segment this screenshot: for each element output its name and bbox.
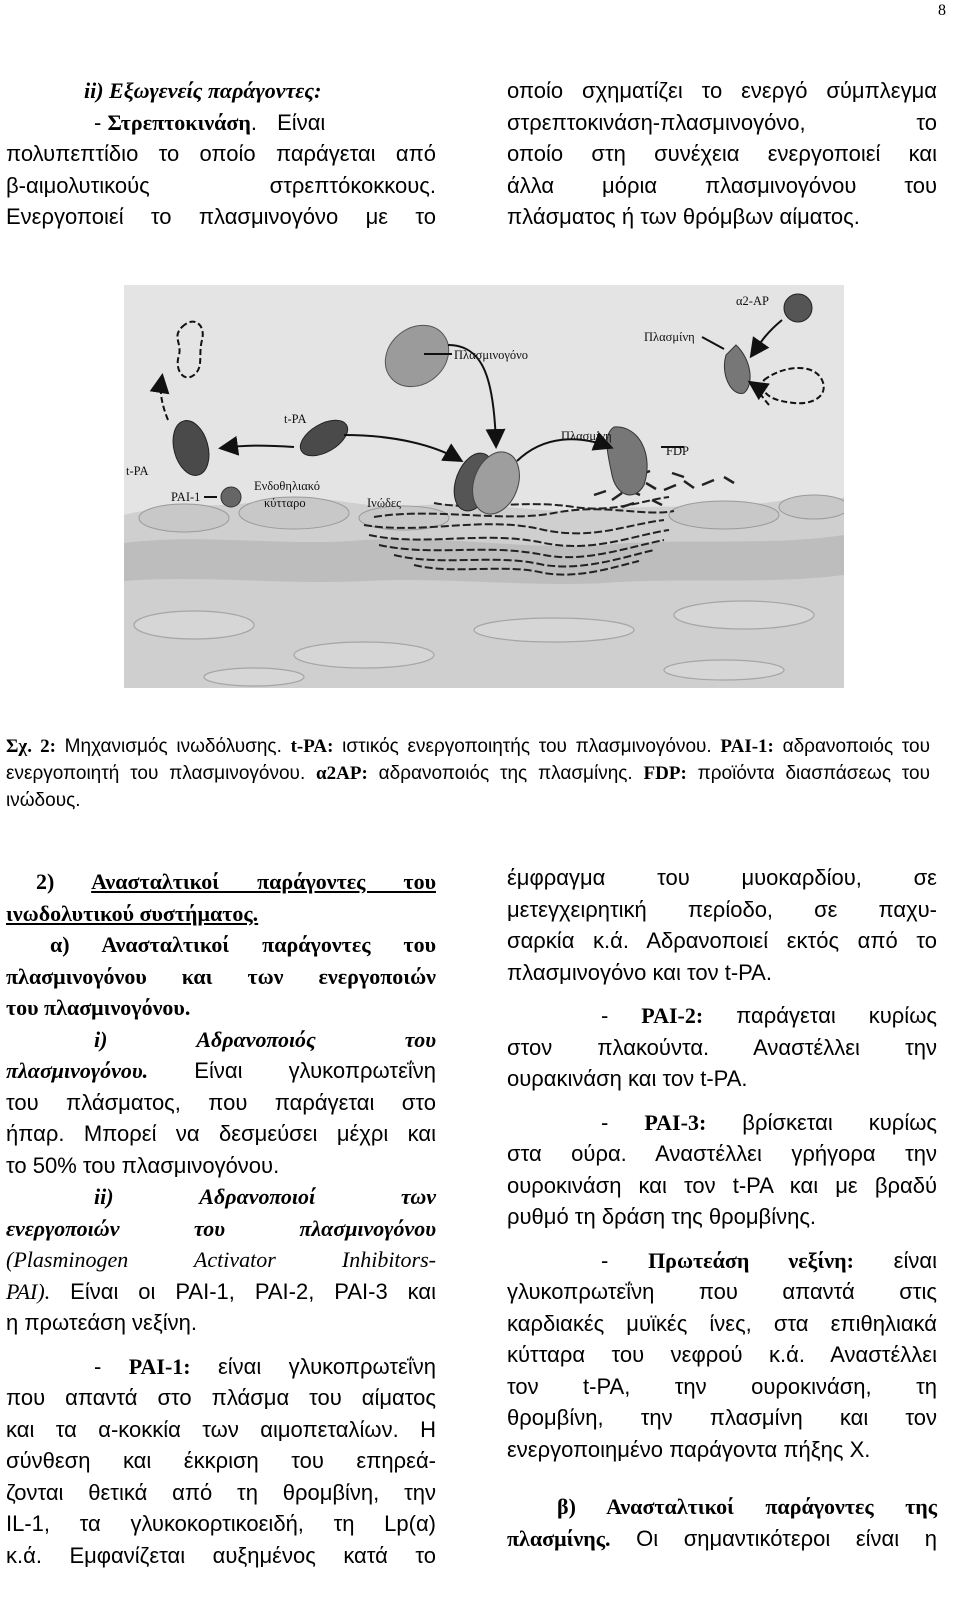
- top-left-column: [6, 75, 436, 233]
- inhibitor-i-heading: i) Αδρανοποιός του: [94, 1026, 436, 1052]
- text-line: πλάσματος ή των θρόμβων αίματος.: [507, 204, 860, 229]
- subsection-a-line-3: του πλασμινογόνου.: [6, 995, 191, 1020]
- nexin-line: - Πρωτεάση νεξίνη: είναι: [601, 1247, 937, 1273]
- exogenous-heading: ii) Εξωγενείς παράγοντες:: [84, 78, 322, 103]
- text-line: ζονται θετικά από τη θρομβίνη, την: [6, 1479, 436, 1505]
- text-line: του πλάσματος, που παράγεται στο: [6, 1089, 436, 1115]
- streptokinase-term: Στρεπτοκινάση: [107, 109, 251, 135]
- subsection-a-line-2: πλασμινογόνου και των ενεργοποιών: [6, 963, 436, 989]
- beta-line: πλασμίνης. Οι σημαντικότεροι είναι η: [507, 1525, 937, 1551]
- text-line: ουρακινάση και τον t-PA.: [507, 1066, 748, 1091]
- text-line: σαρκία κ.ά. Αδρανοποιεί εκτός από το: [507, 928, 937, 953]
- text-line: έμφραγμα του μυοκαρδίου, σε: [507, 865, 937, 890]
- text-line: οποίο στη συνέχεια ενεργοποιεί και: [507, 141, 937, 166]
- fibrinolysis-figure: [124, 285, 844, 688]
- text-line: κ.ά. Εμφανίζεται αυξημένος κατά το: [6, 1542, 436, 1568]
- text-line: ενεργοποιημένο παράγοντα πήξης Χ.: [507, 1436, 871, 1462]
- pai1-line: - PAI-1: είναι γλυκοπρωτεΐνη: [94, 1353, 436, 1379]
- text-line: και τα α-κοκκία των αιμοπεταλίων. Η: [6, 1416, 436, 1442]
- text-line: το 50% του πλασμινογόνου.: [6, 1152, 280, 1178]
- text-line: η πρωτεάση νεξίνη.: [6, 1310, 197, 1335]
- text-line: IL-1, τα γλυκοκορτικοειδή, τη Lp(α): [6, 1511, 436, 1536]
- text-line: ουροκινάση και τον t-PA και με βραδύ: [507, 1172, 937, 1198]
- inhibitor-ii-heading: ii) Αδρανοποιοί των: [94, 1184, 436, 1209]
- section-heading-line-2: ινωδολυτικού συστήματος.: [6, 900, 259, 926]
- pai1-molecule: [221, 487, 241, 507]
- text-line: ήπαρ. Μπορεί να δεσμεύσει μέχρι και: [6, 1121, 436, 1146]
- text-line: πλασμινογόνο και τον t-PA.: [507, 959, 772, 985]
- text-line: β-αιμολυτικούς στρεπτόκοκκους.: [6, 172, 436, 198]
- inhibitor-i-line: πλασμινογόνου. Είναι γλυκοπρωτεΐνη: [6, 1058, 436, 1083]
- subsection-a-line-1: α) Ανασταλτικοί παράγοντες του: [50, 932, 436, 957]
- text-line: άλλα μόρια πλασμινογόνου του: [507, 172, 937, 198]
- text-line: οποίο σχηματίζει το ενεργό σύμπλεγμα: [507, 78, 937, 103]
- text-line: που απαντά στο πλάσμα του αίματος: [6, 1385, 436, 1410]
- pai3-line: - PAI-3: βρίσκεται κυρίως: [601, 1109, 937, 1135]
- text-line: σύνθεση και έκκριση του επηρεά-: [6, 1448, 436, 1473]
- pai2-line: - PAI-2: παράγεται κυρίως: [601, 1003, 937, 1028]
- text-line: στα ούρα. Αναστέλλει γρήγορα την: [507, 1141, 937, 1166]
- figure-caption: Σχ. 2: Μηχανισμός ινωδόλυσης. t-PA: ιστικός ενεργοποιητής του πλασμινογόνου. PAI-1: αδρανοποιός του ενεργοποιητή του πλασμινογόνου. α2AP: αδρανοποιός της πλασμίνης. FDP: προϊόντα διασπάσεως του ινώδους.: [6, 736, 931, 811]
- text-line: θρομβίνη, την πλασμίνη και τον: [507, 1405, 937, 1430]
- fibrin-label: Ινώδες: [367, 496, 402, 510]
- a2ap-label: α2-AP: [736, 294, 769, 308]
- text-line: Ενεργοποιεί το πλασμινογόνο με το: [6, 204, 436, 229]
- text-line: τον t-PA, την ουροκινάση, τη: [507, 1373, 937, 1399]
- bottom-right-column: [507, 862, 937, 1554]
- text-line: στον πλακούντα. Αναστέλλει την: [507, 1034, 937, 1060]
- tpa-top-label: t-PA: [284, 412, 307, 426]
- caption-fig-number: Σχ. 2:: [6, 736, 56, 757]
- cell-label: κύτταρο: [264, 496, 306, 510]
- plasmin-top-label: Πλασμίνη: [644, 330, 695, 344]
- tpa-left-label: t-PA: [126, 464, 149, 478]
- plasminogen-label: Πλασμινογόνο: [454, 348, 529, 362]
- streptokinase-line: - Στρεπτοκινάση. Είναι: [94, 109, 326, 135]
- pai1-label: PAI-1: [171, 490, 201, 504]
- endothelial-label: Ενδοθηλιακό: [254, 479, 321, 493]
- text-line: ρυθμό τη δράση της θρομβίνης.: [507, 1204, 817, 1229]
- beta-heading: β) Ανασταλτικοί παράγοντες της: [557, 1494, 937, 1519]
- text-line: γλυκοπρωτεΐνη που απαντά στις: [507, 1279, 937, 1304]
- top-right-column: [507, 75, 937, 233]
- text-line: καρδιακές μυϊκές ίνες, στα επιθηλιακά: [507, 1310, 937, 1336]
- a2ap-molecule: [784, 294, 812, 322]
- page-number: 8: [938, 2, 946, 19]
- inhibitor-ii-english: (Plasminogen Activator Inhibitors-: [6, 1247, 436, 1272]
- text-line: PAI). Είναι οι PAI-1, PAI-2, PAI-3 και: [6, 1278, 436, 1304]
- text-line: κύτταρα του νεφρού κ.ά. Αναστέλλει: [507, 1342, 937, 1367]
- text-line: στρεπτοκινάση-πλασμινογόνο, το: [507, 109, 937, 135]
- bottom-left-column: [6, 866, 436, 1571]
- plasmin-mid-label: Πλασμίνη: [561, 429, 612, 443]
- text-line: πολυπεπτίδιο το οποίο παράγεται από: [6, 141, 436, 166]
- inhibitor-ii-heading-2: ενεργοποιών του πλασμινογόνου: [6, 1215, 436, 1241]
- fdp-label: FDP: [666, 444, 689, 458]
- section-heading-line-1: 2) Ανασταλτικοί παράγοντες του: [36, 869, 436, 894]
- text-line: μετεγχειρητική περίοδο, σε παχυ-: [507, 896, 937, 922]
